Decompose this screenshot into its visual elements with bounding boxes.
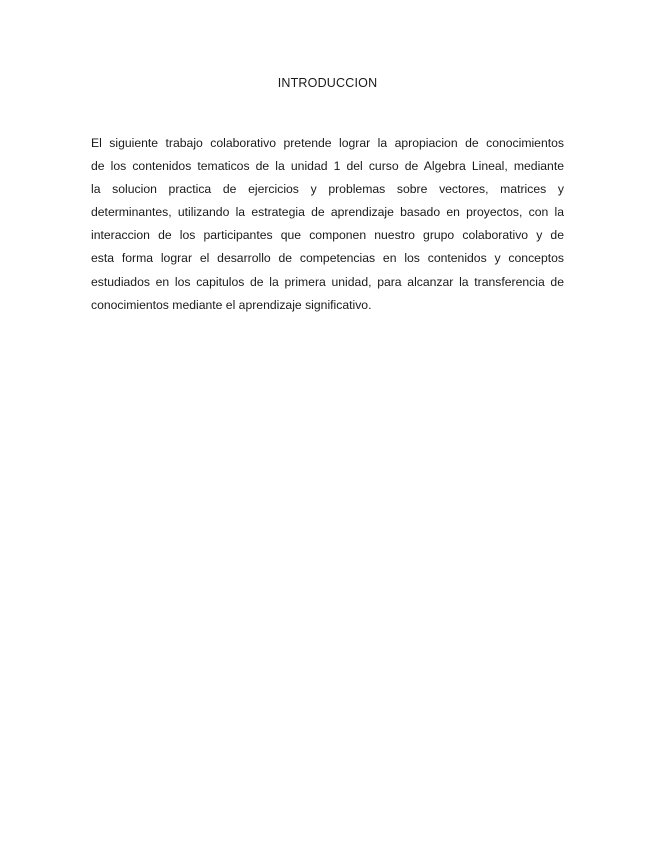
page-title: INTRODUCCION (277, 76, 378, 90)
paragraph-line: determinantes, utilizando la estrategia de aprendizaje basado en proyectos, con la (91, 205, 564, 220)
paragraph-line: esta forma lograr el desarrollo de competencias en los contenidos y conceptos (91, 251, 564, 266)
introduction-paragraph (91, 132, 564, 317)
paragraph-line: conocimientos mediante el aprendizaje significativo. (91, 297, 372, 312)
paragraph-line: estudiados en los capitulos de la primera unidad, para alcanzar la transferencia de (91, 274, 564, 289)
paragraph-line: de los contenidos tematicos de la unidad 1 del curso de Algebra Lineal, mediante (91, 159, 564, 174)
paragraph-line: El siguiente trabajo colaborativo pretende lograr la apropiacion de conocimientos (91, 136, 564, 150)
paragraph-line: la solucion practica de ejercicios y problemas sobre vectores, matrices y (91, 182, 564, 197)
paragraph-line: interaccion de los participantes que componen nuestro grupo colaborativo y de (91, 228, 564, 243)
